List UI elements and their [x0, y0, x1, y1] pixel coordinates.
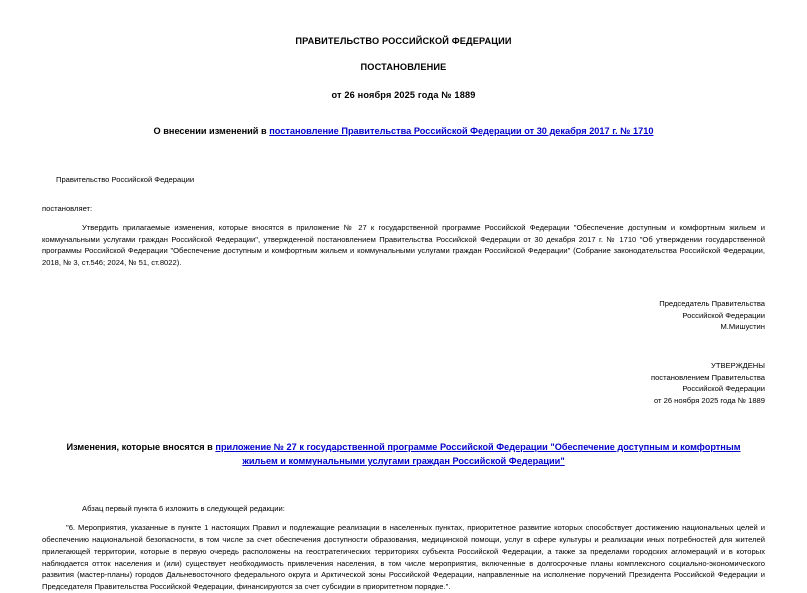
annex-title	[42, 440, 765, 469]
signature-block	[42, 298, 765, 332]
annex-title-prefix: Изменения, которые вносятся в	[66, 441, 216, 452]
document-title-link[interactable]: постановление Правительства Российской Федерации от 30 декабря 2017 г. № 1710	[269, 126, 654, 136]
annex-lead-text: Абзац первый пункта 6 изложить в следующей редакции:	[82, 504, 285, 514]
annex-title-link[interactable]: приложение № 27 к государственной программе Российской Федерации "Обеспечение доступным и комфортным жильем и коммунальными услугами граждан Российской Федерации"	[215, 441, 741, 467]
document-title-prefix: О внесении изменений в	[153, 126, 270, 136]
approved-line-3: Российской Федерации	[682, 384, 765, 394]
document-title	[42, 126, 765, 136]
approved-line-1: УТВЕРЖДЕНЫ	[711, 361, 765, 371]
issuer-line: Правительство Российской Федерации	[56, 175, 195, 184]
document-type-heading: ПОСТАНОВЛЕНИЕ	[360, 62, 447, 72]
signature-line-3: М.Мишустин	[720, 321, 765, 331]
approved-line-4: от 26 ноября 2025 года № 1889	[653, 395, 765, 405]
signature-line-1: Председатель Правительства	[659, 299, 765, 309]
decrees-line: постановляет:	[42, 203, 93, 213]
approved-block	[42, 360, 765, 406]
document-body	[42, 174, 765, 268]
signature-line-2: Российской Федерации	[682, 310, 765, 320]
document-date-number: от 26 ноября 2025 года № 1889	[331, 90, 476, 100]
clause-1-text: Утвердить прилагаемые изменения, которые вносятся в приложение № 27 к государственной программе Российской Федерации "Обеспечение доступным и комфортным жильем и коммунальными услугами граждан Российской Федерации", утвержденной постановлением Правительства Российской Федерации от 30 декабря 2017 г. № 1710 "Об утверждении государственной программы Российской Федерации "Обеспечение доступным и комфортным жильем и коммунальными услугами граждан Российской Федерации" (Собрание законодательства Российской Федерации, 2018, № 3, ст.546; 2024, № 51, ст.8022).	[42, 223, 765, 267]
approved-line-2: постановлением Правительства	[650, 372, 765, 382]
government-heading: ПРАВИТЕЛЬСТВО РОССИЙСКОЙ ФЕДЕРАЦИИ	[295, 36, 512, 46]
annex-clause-text: "6. Мероприятия, указанные в пункте 1 настоящих Правил и подлежащие реализации в населенных пунктах, приоритетное развитие которых способствует достижению национальных целей и обеспечению национальной безопасности, в том числе за счет обеспечения доступности образования, медицинской помощи, услуг в сфере культуры и реализации иных потребностей для жителей прилегающей территории, которые в первую очередь расположены на геостратегических территориях субъекта Российской Федерации, а также за пределами городских агломераций и в которых наблюдается отток населения и (или) существует необходимость привлечения населения, в том числе мероприятия, включенные в долгосрочные планы комплексного социально-экономического развития (мастер-планы) городов Дальневосточного федерального округа и Арктической зоны Российской Федерации, направленные на исполнение поручений Президента Российской Федерации и Председателя Правительства Российской Федерации, финансируются за счет субсидии в приоритетном порядке.".	[42, 523, 765, 592]
